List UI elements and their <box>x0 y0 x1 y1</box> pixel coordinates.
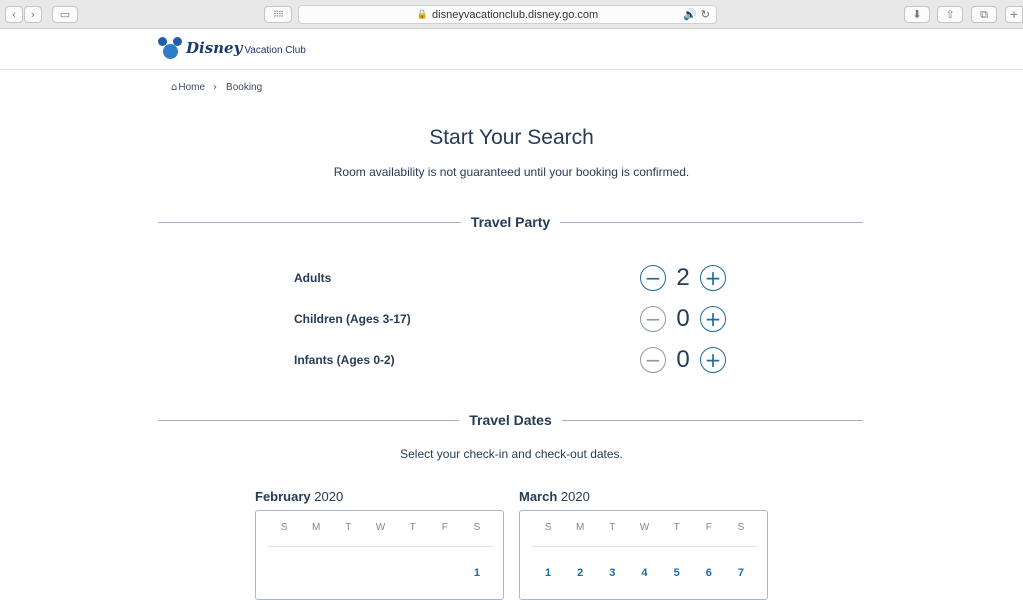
travel-dates-heading: Travel Dates <box>158 410 863 430</box>
calendar-day[interactable]: 5 <box>673 567 680 579</box>
adults-stepper <box>640 264 726 292</box>
plus-icon: + <box>704 307 722 331</box>
site-header <box>0 29 1023 70</box>
calendar-day[interactable]: 1 <box>545 567 552 579</box>
dvc-logo[interactable] <box>158 37 306 59</box>
plus-icon: + <box>1009 8 1019 21</box>
children-increment-button[interactable] <box>700 306 726 332</box>
breadcrumb-current: Booking <box>226 82 263 93</box>
breadcrumb-home-link[interactable]: Home <box>178 82 206 93</box>
breadcrumb <box>171 82 262 93</box>
back-button[interactable] <box>5 6 23 23</box>
tabs-button[interactable] <box>971 6 997 23</box>
browser-toolbar <box>0 0 1023 29</box>
adults-increment-button[interactable] <box>700 265 726 291</box>
adults-row <box>294 263 726 293</box>
children-label: Children (Ages 3-17) <box>294 312 411 326</box>
calendar-month-february <box>255 489 504 600</box>
plus-icon: + <box>704 266 722 290</box>
infants-row <box>294 345 726 375</box>
mickey-globe-icon <box>158 37 182 59</box>
calendar-day <box>397 567 429 579</box>
calendar-day <box>268 567 300 579</box>
weekday-header: S M T W T F S <box>544 522 745 533</box>
infants-increment-button[interactable] <box>700 347 726 373</box>
download-icon: ⬇ <box>912 8 922 21</box>
address-bar[interactable] <box>298 5 717 24</box>
children-decrement-button[interactable] <box>640 306 666 332</box>
share-icon: ⇧ <box>945 8 955 21</box>
infants-stepper <box>640 346 726 374</box>
chevron-right-icon: › <box>213 82 218 93</box>
calendar-grid <box>255 510 504 600</box>
calendar-day[interactable]: 1 <box>473 567 480 579</box>
month-title: March 2020 <box>519 489 590 504</box>
calendar-day[interactable]: 6 <box>705 567 712 579</box>
sidebar-toggle-button[interactable] <box>52 6 78 23</box>
calendar-grid <box>519 510 768 600</box>
plus-icon: + <box>704 348 722 372</box>
speaker-icon[interactable]: 🔊 <box>683 8 697 21</box>
new-tab-button[interactable] <box>1005 6 1023 23</box>
travel-dates-note: Select your check-in and check-out dates. <box>400 447 623 461</box>
sidebar-icon: ▭ <box>59 8 71 21</box>
logo-text: Disney Vacation Club <box>186 39 306 57</box>
url-text: disneyvacationclub.disney.go.com <box>432 8 599 21</box>
month-title: February 2020 <box>255 489 344 504</box>
calendar-day <box>300 567 332 579</box>
tab-overview-button[interactable] <box>264 6 292 23</box>
infants-decrement-button[interactable] <box>640 347 666 373</box>
children-stepper <box>640 305 726 333</box>
infants-label: Infants (Ages 0-2) <box>294 353 395 367</box>
adults-count: 2 <box>676 264 690 291</box>
calendar-day <box>364 567 396 579</box>
home-icon: ⌂ <box>171 82 178 93</box>
chevron-left-icon: ‹ <box>11 8 17 21</box>
minus-icon: − <box>644 348 662 372</box>
downloads-button[interactable] <box>904 6 930 23</box>
calendar-day <box>332 567 364 579</box>
adults-decrement-button[interactable] <box>640 265 666 291</box>
calendar-day[interactable]: 2 <box>577 567 584 579</box>
calendar-day <box>429 567 461 579</box>
infants-count: 0 <box>676 346 690 373</box>
chevron-right-icon: › <box>30 8 36 21</box>
minus-icon: − <box>644 266 662 290</box>
children-row <box>294 304 726 334</box>
reload-icon[interactable]: ↻ <box>700 8 710 21</box>
calendar-day[interactable]: 4 <box>641 567 648 579</box>
adults-label: Adults <box>294 271 332 285</box>
minus-icon: − <box>644 307 662 331</box>
calendar-day[interactable]: 7 <box>737 567 744 579</box>
forward-button[interactable] <box>24 6 42 23</box>
children-count: 0 <box>676 305 690 332</box>
page-subtitle: Room availability is not guaranteed until your booking is confirmed. <box>333 165 690 179</box>
grid-icon: ⠿⠿ <box>273 10 283 19</box>
calendar-day[interactable]: 3 <box>609 567 616 579</box>
travel-party-heading: Travel Party <box>158 212 863 232</box>
lock-icon: 🔒 <box>416 9 429 20</box>
weekday-header: S M T W T F S <box>280 522 481 533</box>
calendar-week-row <box>532 567 757 579</box>
calendar-month-march <box>519 489 768 600</box>
tabs-icon: ⧉ <box>980 7 988 21</box>
page-title: Start Your Search <box>429 126 594 149</box>
calendar-week-row <box>268 567 493 579</box>
share-button[interactable] <box>937 6 963 23</box>
